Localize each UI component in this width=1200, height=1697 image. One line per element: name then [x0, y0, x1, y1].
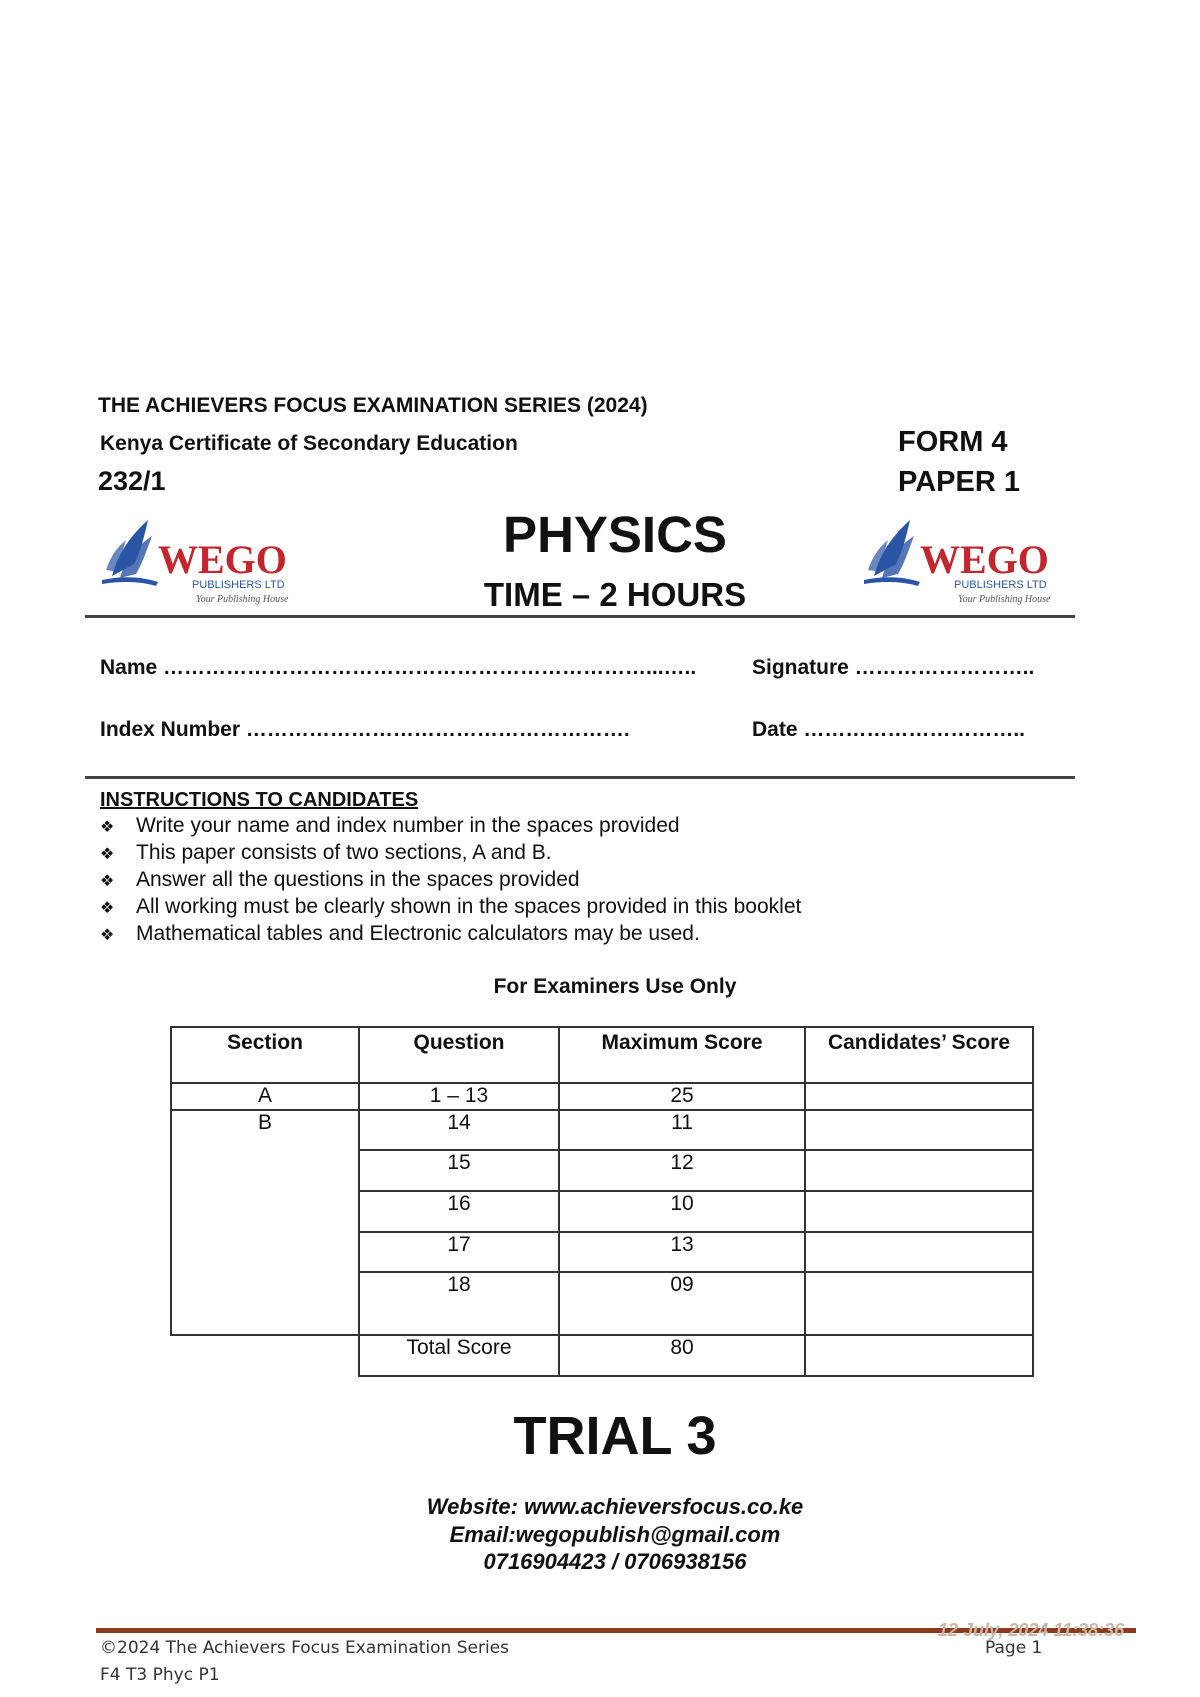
time-allowed: TIME – 2 HOURS [483, 576, 747, 613]
total-row [171, 1335, 1033, 1376]
divider [85, 615, 1075, 618]
phone-text: 0716904423 / 0706938156 [483, 1549, 747, 1574]
logo-tagline: Your Publishing House [196, 594, 289, 605]
bullet-icon: ❖ [100, 900, 115, 917]
total-max-score: 80 [559, 1335, 805, 1376]
score-table [170, 1026, 1034, 1377]
paper-code: 232/1 [98, 466, 166, 496]
name-field[interactable]: Name ……………………………………………………………...….. [100, 656, 697, 679]
timestamp: 12 July, 2024 11:38:36 [938, 1620, 1125, 1640]
max-score-cell: 09 [559, 1272, 805, 1335]
question-cell: 17 [359, 1232, 559, 1272]
website-text[interactable]: Website: www.achieversfocus.co.ke [426, 1494, 804, 1519]
max-score-cell: 11 [559, 1110, 805, 1150]
bullet-icon: ❖ [100, 927, 115, 944]
question-cell: 16 [359, 1191, 559, 1232]
signature-field[interactable]: Signature …………………….. [752, 656, 1035, 679]
subject-title: PHYSICS [503, 506, 727, 563]
paper-label: PAPER 1 [898, 466, 1020, 498]
logo-sub: PUBLISHERS LTD [954, 579, 1047, 591]
logo-sub: PUBLISHERS LTD [192, 579, 285, 591]
candidate-score-cell[interactable] [805, 1110, 1033, 1150]
candidate-score-cell[interactable] [805, 1272, 1033, 1335]
bullet-icon: ❖ [100, 873, 115, 890]
trial-title: TRIAL 3 [513, 1406, 717, 1466]
instruction-item: ❖ This paper consists of two sections, A and B. [100, 839, 801, 866]
table-header-row [171, 1027, 1033, 1083]
question-cell: 18 [359, 1272, 559, 1335]
candidate-score-cell[interactable] [805, 1150, 1033, 1191]
section-cell: A [171, 1083, 359, 1110]
exam-series-title: THE ACHIEVERS FOCUS EXAMINATION SERIES (2024) [98, 394, 648, 417]
max-score-cell: 25 [559, 1083, 805, 1110]
bullet-icon: ❖ [100, 846, 115, 863]
date-field[interactable]: Date ………………………….. [752, 718, 1026, 741]
instruction-item: ❖ Write your name and index number in the spaces provided [100, 812, 801, 839]
divider [85, 776, 1075, 779]
table-row [171, 1110, 1033, 1150]
header-question: Question [359, 1027, 559, 1083]
header-candidate-score: Candidates’ Score [805, 1027, 1033, 1083]
question-cell: 14 [359, 1110, 559, 1150]
instruction-item: ❖ Answer all the questions in the spaces provided [100, 866, 801, 893]
candidate-score-cell[interactable] [805, 1232, 1033, 1272]
max-score-cell: 13 [559, 1232, 805, 1272]
wego-logo [862, 518, 1067, 610]
header-section: Section [171, 1027, 359, 1083]
total-label: Total Score [359, 1335, 559, 1376]
bullet-icon: ❖ [100, 819, 115, 836]
instruction-item: ❖ All working must be clearly shown in the spaces provided in this booklet [100, 893, 801, 920]
max-score-cell: 10 [559, 1191, 805, 1232]
quill-icon [864, 520, 920, 586]
examiners-table-title: For Examiners Use Only [493, 975, 737, 998]
question-cell: 1 – 13 [359, 1083, 559, 1110]
logo-brand: WEGO [920, 537, 1049, 582]
candidate-score-cell[interactable] [805, 1191, 1033, 1232]
header-max-score: Maximum Score [559, 1027, 805, 1083]
instruction-item: ❖ Mathematical tables and Electronic calculators may be used. [100, 920, 801, 947]
candidate-score-cell[interactable] [805, 1083, 1033, 1110]
max-score-cell: 12 [559, 1150, 805, 1191]
table-row [171, 1083, 1033, 1110]
certificate-title: Kenya Certificate of Secondary Education [100, 432, 518, 455]
instructions-title: INSTRUCTIONS TO CANDIDATES [100, 789, 419, 811]
total-candidate-score[interactable] [805, 1335, 1033, 1376]
section-cell: B [171, 1110, 359, 1335]
footer-code: F4 T3 Phyc P1 [100, 1665, 220, 1685]
logo-brand: WEGO [158, 537, 287, 582]
instructions-list [100, 812, 801, 947]
footer-copyright: ©2024 The Achievers Focus Examination Series [100, 1638, 509, 1658]
question-cell: 15 [359, 1150, 559, 1191]
email-text[interactable]: Email:wegopublish@gmail.com [449, 1522, 781, 1547]
logo-tagline: Your Publishing House [958, 594, 1051, 605]
page-number: Page 1 [985, 1638, 1043, 1658]
index-number-field[interactable]: Index Number ………………………………………………. [100, 718, 630, 741]
empty-cell [171, 1335, 359, 1376]
form-label: FORM 4 [898, 426, 1008, 458]
